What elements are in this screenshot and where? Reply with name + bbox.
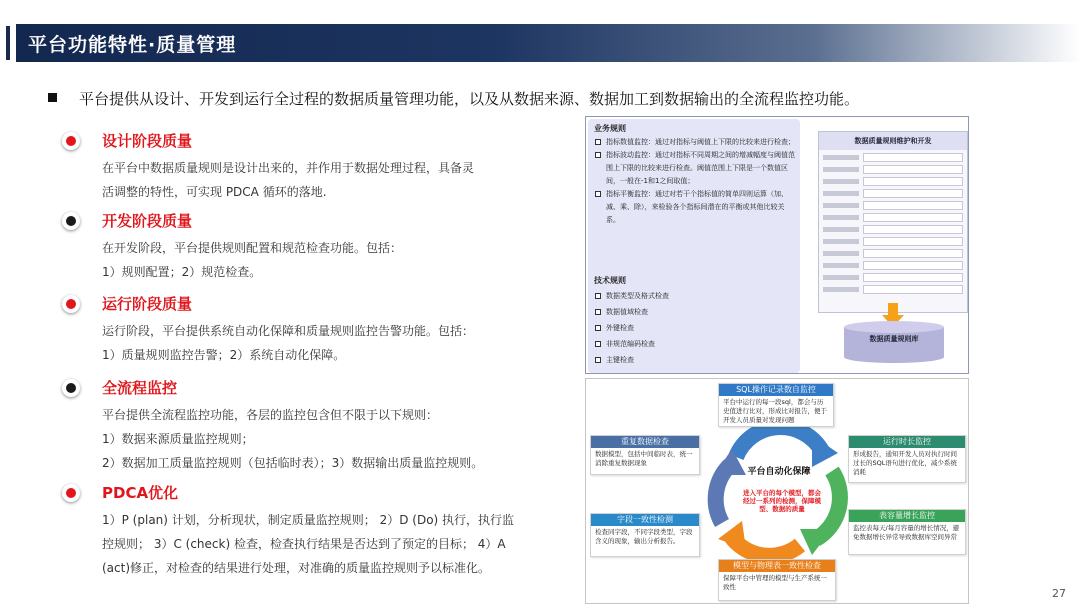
checkbox-icon [595, 325, 601, 331]
header-marker [6, 26, 10, 60]
header-bar [0, 24, 1080, 62]
cycle-center-title: 平台自动化保障 [747, 467, 811, 477]
tech-rule-item: 外键检查 [588, 320, 800, 336]
section-line: 运行阶段，平台提供系统自动化保障和质量规则监控告警功能。包括： [102, 324, 475, 338]
red-dot-icon [62, 295, 80, 313]
card-title: 表容量增长监控 [849, 510, 965, 522]
checkbox-icon [595, 293, 601, 299]
card-model-consistency [718, 559, 836, 601]
checkbox-icon [595, 357, 601, 363]
intro-line [48, 88, 859, 109]
section-pdca [62, 482, 562, 580]
maintenance-title: 数据质量规则维护和开发 [819, 132, 967, 150]
card-body: 检查同字段，不同字段类型，字段含义的现象，输出分析报告。 [595, 528, 693, 545]
card-sql-monitor [718, 383, 834, 427]
database-icon [844, 321, 944, 361]
section-line: 1）数据来源质量监控规则； [102, 432, 254, 446]
card-duplicate-check [590, 435, 700, 475]
black-dot-icon [62, 212, 80, 230]
section-line: 1）规则配置；2）规范检查。 [102, 265, 262, 279]
card-title: 字段一致性检测 [591, 514, 699, 526]
section-line: 1）质量规则监控告警；2）系统自动化保障。 [102, 348, 346, 362]
cycle-center-subtitle: 进入平台的每个模型，都会经过一系列的检测，保障模型、数据的质量 [743, 489, 821, 513]
red-dot-icon [62, 484, 80, 502]
card-capacity-monitor [848, 509, 966, 555]
square-bullet-icon [48, 93, 57, 102]
section-line: 1）P (plan) 计划，分析现状，制定质量监控规则； 2）D (Do) 执行，执行监 [102, 513, 515, 527]
card-body: 平台中运行的每一段sql，都会与历史值进行比对，形成比对报告，便于开发人员质量对发现问题 [723, 398, 827, 424]
tech-rules-title: 技术规则 [594, 276, 626, 285]
checkbox-icon [595, 152, 601, 158]
section-title: PDCA优化 [102, 484, 179, 502]
business-rule-item: 指标数值监控：通过对指标与阈值上下限的比较来进行检查； [588, 136, 800, 149]
section-title: 运行阶段质量 [102, 295, 193, 313]
card-body: 形成报告，通知开发人员对执行时间过长的SQL语句进行优化，减少系统消耗 [853, 450, 957, 476]
business-rules-panel [588, 119, 800, 279]
page-number: 27 [1052, 587, 1066, 600]
page-title: 平台功能特性·质量管理 [28, 34, 237, 56]
section-design-quality [62, 130, 562, 204]
section-full-monitoring [62, 377, 562, 475]
black-dot-icon [62, 379, 80, 397]
checkbox-icon [595, 139, 601, 145]
card-body: 数据模型，包括中间临时表，统一消除重复数据现象 [595, 450, 693, 467]
card-field-consistency [590, 513, 700, 557]
section-title: 开发阶段质量 [102, 212, 193, 230]
section-line: 控规则； 3）C (check) 检查，检查执行结果是否达到了预定的目标； 4）A [102, 537, 506, 551]
quality-rules-figure [585, 116, 969, 374]
section-runtime-quality [62, 293, 562, 367]
section-line: 活调整的特性，可实现 PDCA 循环的落地. [102, 185, 327, 199]
card-body: 监控表每天/每月容量的增长情况，避免数据增长异常导致数据库空间异常 [853, 524, 960, 541]
checkbox-icon [595, 341, 601, 347]
section-line: 在开发阶段，平台提供规则配置和规范检查功能。包括： [102, 241, 403, 255]
card-title: 重复数据检查 [591, 436, 699, 448]
intro-text: 平台提供从设计、开发到运行全过程的数据质量管理功能，以及从数据来源、数据加工到数据输出的全流程监控功能。 [79, 90, 860, 108]
section-line: (act)修正，对检查的结果进行处理，对准确的质量监控规则予以标准化。 [102, 561, 491, 575]
card-runtime-monitor [848, 435, 966, 483]
section-title: 全流程监控 [102, 379, 178, 397]
section-line: 2）数据加工质量监控规则（包括临时表）；3）数据输出质量监控规则。 [102, 456, 484, 470]
business-rule-item: 指标波动监控：通过对指标不同周期之间的增减幅度与阈值范围上下限的比较来进行检查。阈值范围上下限是一个数值区间，一般在-1和1之间取值； [588, 149, 800, 188]
database-label: 数据质量规则库 [869, 335, 919, 343]
business-rules-title: 业务规则 [594, 124, 626, 133]
section-line: 平台提供全流程监控功能，各层的监控包含但不限于以下规则： [102, 408, 439, 422]
card-title: 模型与物理表一致性检查 [719, 560, 835, 572]
checkbox-icon [595, 191, 601, 197]
section-dev-quality [62, 210, 562, 284]
tech-rule-item: 主键检查 [588, 352, 800, 368]
tech-rule-item: 非规范编码检查 [588, 336, 800, 352]
rule-maintenance-screenshot [818, 131, 968, 313]
red-dot-icon [62, 132, 80, 150]
checkbox-icon [595, 309, 601, 315]
card-title: SQL操作记录数自监控 [719, 384, 833, 396]
card-title: 运行时长监控 [849, 436, 965, 448]
tech-rule-item: 数据类型及格式检查 [588, 288, 800, 304]
business-rule-item: 指标平衡监控：通过对若干个指标值的简单四则运算（加、减、乘、除），来检验各个指标间潜在的平衡或其他比较关系。 [588, 188, 800, 227]
section-title: 设计阶段质量 [102, 132, 193, 150]
automation-cycle-figure [585, 378, 969, 604]
card-body: 保障平台中管理的模型与生产系统一致性 [723, 574, 827, 591]
section-line: 在平台中数据质量规则是设计出来的，并作用于数据处理过程，具备灵 [102, 161, 475, 175]
tech-rules-panel [588, 271, 800, 373]
tech-rule-item: 数据值域检查 [588, 304, 800, 320]
